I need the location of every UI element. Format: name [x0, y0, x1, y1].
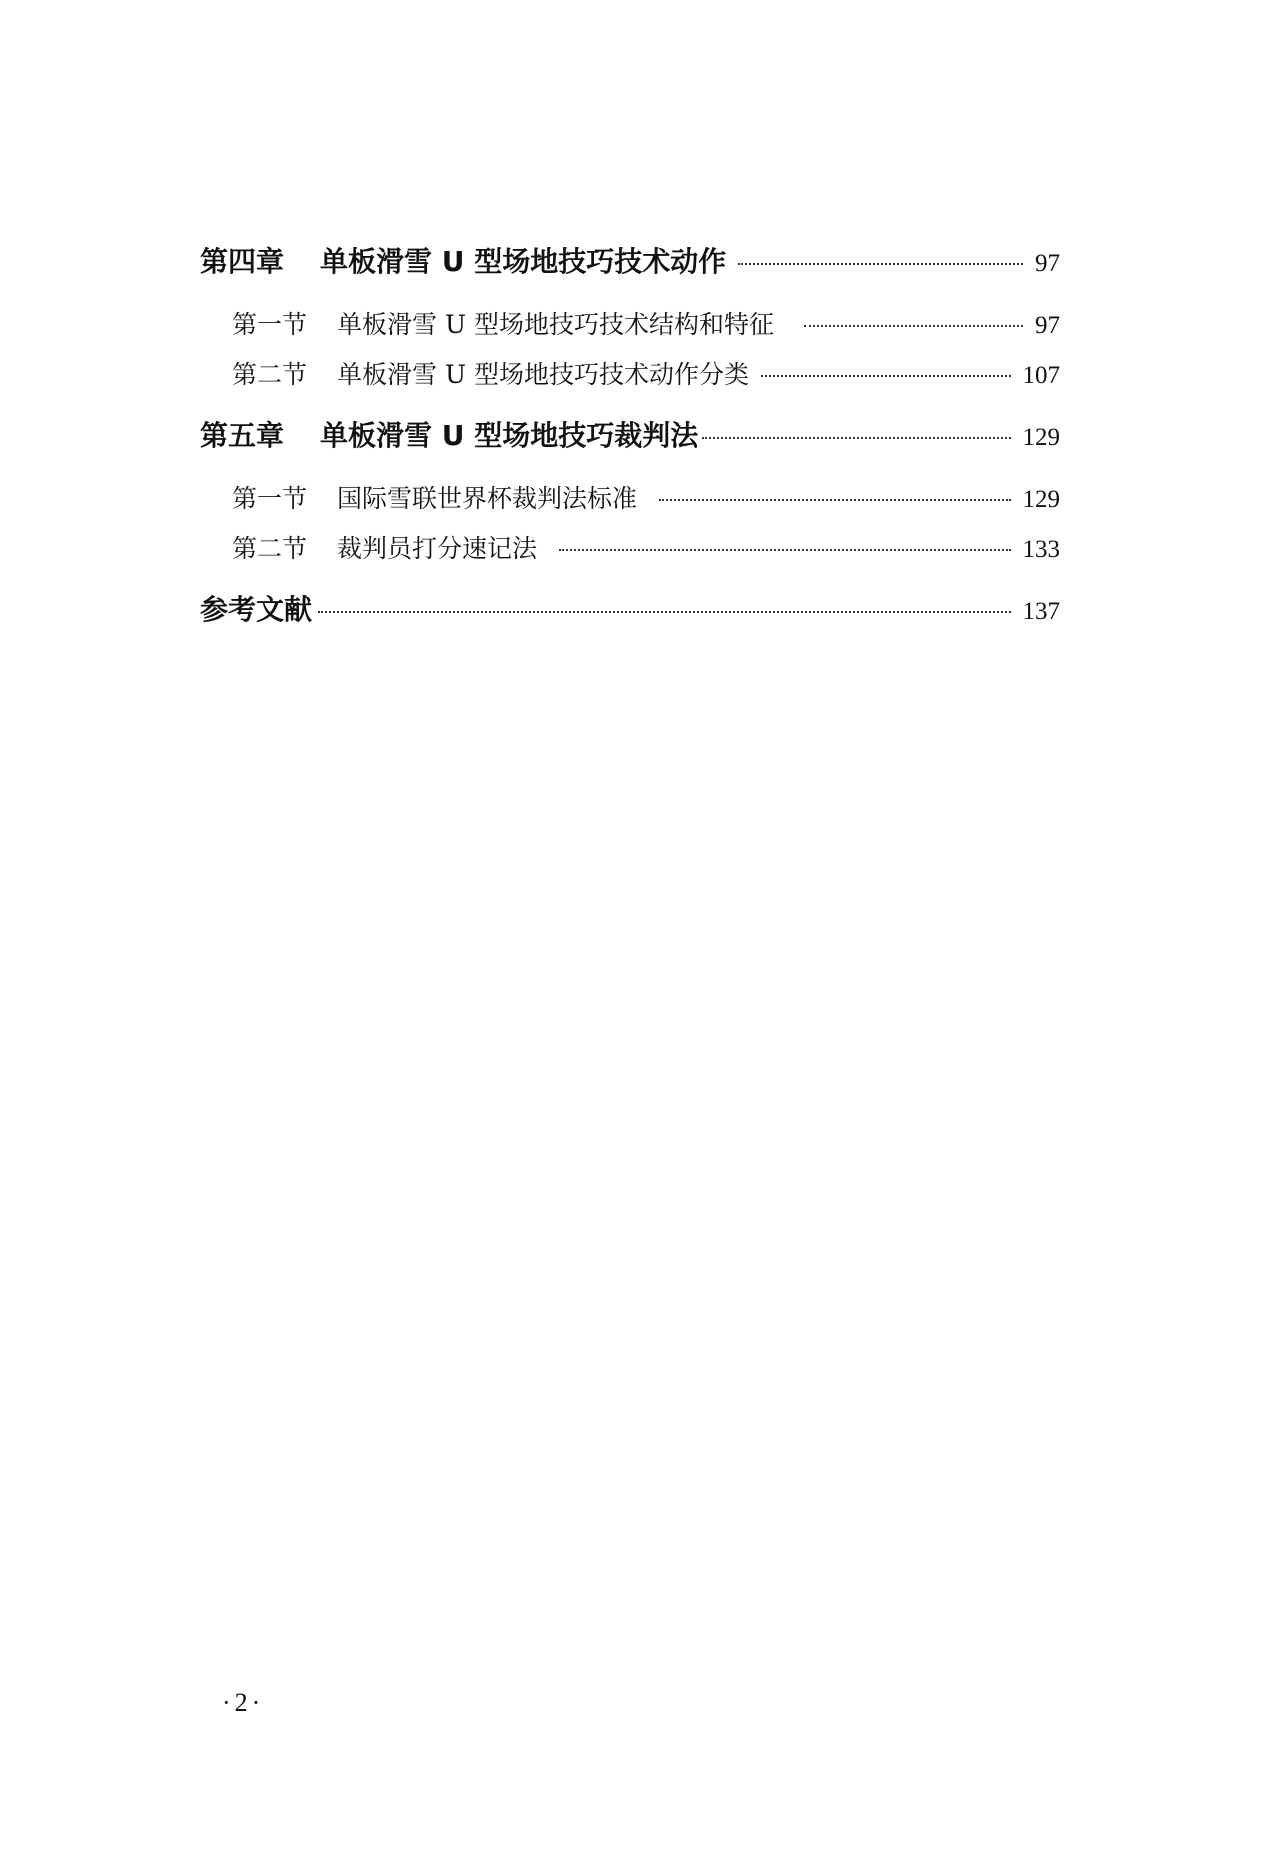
- section-title: 单板滑雪 U 型场地技巧技术动作分类: [337, 360, 749, 389]
- toc-chapter-5[interactable]: [200, 419, 1060, 453]
- toc-section-4-2[interactable]: [200, 359, 1060, 391]
- page-number: 129: [1022, 424, 1060, 451]
- section-label: 第一节: [232, 484, 308, 513]
- section-title: 国际雪联世界杯裁判法标准: [337, 484, 638, 513]
- chapter-title: 单板滑雪 U 型场地技巧裁判法: [320, 419, 699, 452]
- toc-section-5-2[interactable]: [200, 533, 1060, 565]
- page-number: 97: [1035, 312, 1060, 339]
- section-title: 裁判员打分速记法: [337, 534, 538, 563]
- page-number: 133: [1022, 536, 1060, 563]
- section-title: 单板滑雪 U 型场地技巧技术结构和特征: [337, 310, 774, 339]
- dot-leader: [318, 610, 1010, 613]
- toc-section-4-1[interactable]: [200, 309, 1060, 341]
- page-number: 107: [1022, 362, 1060, 389]
- section-label: 第一节: [232, 310, 308, 339]
- dot-leader: [804, 324, 1023, 327]
- toc-references[interactable]: [200, 593, 1060, 627]
- toc-chapter-4[interactable]: [200, 245, 1060, 279]
- chapter-label: 第四章: [200, 245, 285, 278]
- page-number: 137: [1022, 598, 1060, 625]
- table-of-contents: [200, 245, 1060, 627]
- dot-leader: [761, 374, 1011, 377]
- dot-leader: [559, 548, 1010, 551]
- chapter-label: 第五章: [200, 419, 285, 452]
- dot-leader: [702, 436, 1010, 439]
- dot-leader: [738, 262, 1023, 265]
- footer-page-number: ·2·: [222, 1688, 265, 1717]
- page-number: 129: [1022, 486, 1060, 513]
- page-number: 97: [1035, 250, 1060, 277]
- dot-leader: [659, 498, 1010, 501]
- chapter-title: 单板滑雪 U 型场地技巧技术动作: [320, 245, 727, 278]
- section-label: 第二节: [232, 360, 308, 389]
- section-label: 第二节: [232, 534, 308, 563]
- references-title: 参考文献: [200, 593, 313, 626]
- toc-section-5-1[interactable]: [200, 483, 1060, 515]
